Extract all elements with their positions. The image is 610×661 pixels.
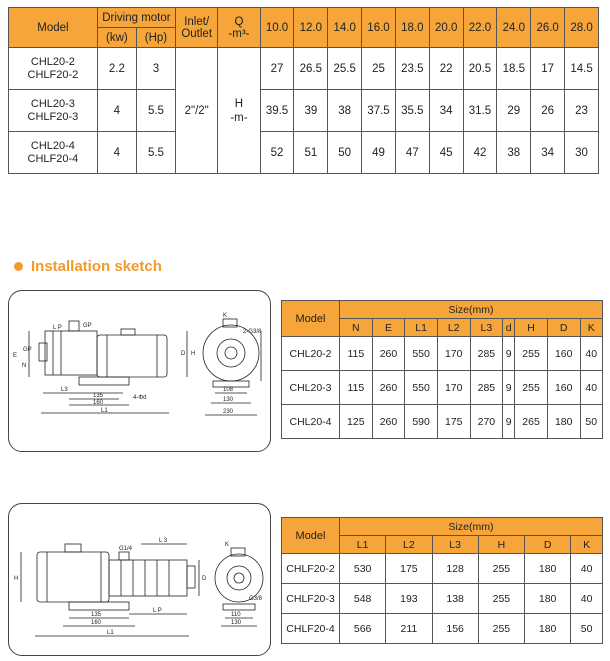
- size-table-chl: [281, 300, 603, 439]
- head-value: 25: [362, 48, 396, 90]
- model-cell: [9, 90, 98, 132]
- size-value: 138: [432, 584, 478, 614]
- head-value: 35.5: [395, 90, 429, 132]
- head-value: 39: [294, 90, 328, 132]
- end-view-outer: [215, 554, 263, 602]
- head-value: 42: [463, 132, 497, 174]
- label-gp-left: GP: [23, 347, 32, 353]
- size-value: 255: [478, 614, 524, 644]
- size-value: 180: [525, 614, 571, 644]
- head-value: 49: [362, 132, 396, 174]
- size-value: 260: [372, 405, 405, 439]
- hp-cell: 3: [136, 48, 175, 90]
- inlet-outlet-line2: Outlet: [181, 27, 213, 40]
- size-value: 255: [478, 584, 524, 614]
- head-value: 17: [531, 48, 565, 90]
- size-value: 255: [515, 337, 548, 371]
- size-value: 115: [340, 337, 373, 371]
- label-230: 230: [223, 409, 234, 415]
- label-g38: G3/8: [249, 596, 263, 602]
- pump-base: [69, 602, 129, 610]
- model-name: CHL20-4: [30, 139, 75, 152]
- head-value: 26.5: [294, 48, 328, 90]
- h-unit: -m-: [230, 111, 248, 124]
- size-value: 265: [515, 405, 548, 439]
- size-value: 160: [547, 371, 580, 405]
- h-cell: [218, 48, 260, 174]
- label-130: 130: [231, 620, 242, 626]
- inlet-outlet-line1: Inlet/: [184, 15, 210, 28]
- size-value: 40: [571, 584, 603, 614]
- column-header: D: [525, 536, 571, 554]
- model-name: CHL20-3: [30, 97, 75, 110]
- column-header: L3: [470, 319, 503, 337]
- label-g14: G1/4: [119, 546, 133, 552]
- terminal-box: [121, 329, 135, 335]
- model-name: CHLF20-3: [27, 110, 79, 123]
- label-k: K: [223, 313, 228, 319]
- size-value: 50: [571, 614, 603, 644]
- model-cell: [9, 132, 98, 174]
- hp-cell: 5.5: [136, 90, 175, 132]
- label-160: 160: [93, 400, 104, 406]
- head-value: 47: [395, 132, 429, 174]
- label-lp: L P: [53, 325, 62, 331]
- inlet-flange: [39, 343, 47, 361]
- size-value: 285: [470, 371, 503, 405]
- head-value: 34: [531, 132, 565, 174]
- column-header: D: [547, 319, 580, 337]
- column-header: L2: [437, 319, 470, 337]
- head-value: 38: [328, 90, 362, 132]
- model-cell: CHLF20-4: [282, 614, 340, 644]
- model-name: CHLF20-2: [27, 68, 79, 81]
- hp-cell: 5.5: [136, 132, 175, 174]
- flow-header: 26.0: [531, 8, 565, 48]
- head-value: 27: [260, 48, 294, 90]
- head-value: 38: [497, 132, 531, 174]
- label-lp: L P: [153, 608, 162, 614]
- q-header: [218, 8, 260, 48]
- label-d: D: [181, 351, 186, 357]
- size-value: 175: [437, 405, 470, 439]
- size-value: 40: [571, 554, 603, 584]
- label-l3: L3: [61, 387, 68, 393]
- model-cell: CHLF20-3: [282, 584, 340, 614]
- outlet-flange: [69, 321, 79, 331]
- q-unit: -m³-: [228, 27, 250, 40]
- h-label: H: [234, 97, 244, 110]
- label-l1: L1: [101, 408, 108, 414]
- flow-header: 28.0: [565, 8, 599, 48]
- model-header: Model: [282, 518, 340, 554]
- model-header: Model: [9, 8, 98, 48]
- inlet-outlet-header: [176, 8, 218, 48]
- table-row: [282, 614, 603, 644]
- table-row: [282, 337, 603, 371]
- terminal-box: [65, 544, 81, 552]
- section-title-text: Installation sketch: [31, 258, 162, 275]
- size-value: 270: [470, 405, 503, 439]
- size-value: 193: [386, 584, 432, 614]
- model-cell: [9, 48, 98, 90]
- driving-motor-header: Driving motor: [97, 8, 175, 28]
- motor-body: [37, 552, 109, 602]
- table-row: [282, 371, 603, 405]
- head-value: 50: [328, 132, 362, 174]
- model-cell: CHL20-2: [282, 337, 340, 371]
- size-value: 170: [437, 337, 470, 371]
- size-value: 9: [503, 371, 515, 405]
- model-name: CHL20-2: [30, 55, 75, 68]
- flow-header: 10.0: [260, 8, 294, 48]
- size-value: 128: [432, 554, 478, 584]
- label-k: K: [225, 542, 230, 548]
- column-header: E: [372, 319, 405, 337]
- head-value: 18.5: [497, 48, 531, 90]
- label-160: 160: [91, 620, 102, 626]
- end-view-inner: [217, 339, 245, 367]
- head-value: 23.5: [395, 48, 429, 90]
- column-header: K: [571, 536, 603, 554]
- column-header: L1: [340, 536, 386, 554]
- pump-base: [79, 377, 129, 385]
- label-holes: 4-Φd: [133, 395, 147, 401]
- inlet-value: 2"/2": [176, 48, 218, 174]
- kw-header: (kw): [97, 28, 136, 48]
- size-value: 180: [525, 554, 571, 584]
- installation-sketch-chlf: [8, 503, 271, 656]
- size-value: 40: [580, 371, 602, 405]
- size-header: Size(mm): [340, 301, 603, 319]
- column-header: H: [515, 319, 548, 337]
- size-value: 115: [340, 371, 373, 405]
- head-value: 23: [565, 90, 599, 132]
- size-value: 566: [340, 614, 386, 644]
- flow-header: 24.0: [497, 8, 531, 48]
- column-header: L2: [386, 536, 432, 554]
- table-row: [282, 554, 603, 584]
- size-value: 175: [386, 554, 432, 584]
- column-header: L1: [405, 319, 438, 337]
- label-135: 135: [93, 393, 104, 399]
- head-value: 34: [429, 90, 463, 132]
- head-value: 22: [429, 48, 463, 90]
- head-value: 51: [294, 132, 328, 174]
- head-value: 31.5: [463, 90, 497, 132]
- label-gp-top: GP: [83, 323, 92, 329]
- size-value: 156: [432, 614, 478, 644]
- size-value: 550: [405, 371, 438, 405]
- size-value: 260: [372, 371, 405, 405]
- model-cell: CHLF20-2: [282, 554, 340, 584]
- model-header: Model: [282, 301, 340, 337]
- size-value: 211: [386, 614, 432, 644]
- end-view-inner: [227, 566, 251, 590]
- label-h: H: [191, 351, 196, 357]
- head-value: 45: [429, 132, 463, 174]
- label-135: 135: [91, 612, 102, 618]
- flow-header: 12.0: [294, 8, 328, 48]
- performance-table: [8, 7, 599, 174]
- size-value: 40: [580, 337, 602, 371]
- kw-cell: 4: [97, 132, 136, 174]
- size-value: 285: [470, 337, 503, 371]
- head-value: 39.5: [260, 90, 294, 132]
- size-value: 255: [515, 371, 548, 405]
- column-header: N: [340, 319, 373, 337]
- section-title: [14, 258, 162, 275]
- size-value: 548: [340, 584, 386, 614]
- model-name: CHLF20-4: [27, 152, 79, 165]
- label-l1: L1: [107, 630, 114, 636]
- size-value: 9: [503, 405, 515, 439]
- head-value: 37.5: [362, 90, 396, 132]
- head-value: 29: [497, 90, 531, 132]
- label-e: E: [13, 353, 18, 359]
- label-tap: 2-G3/8: [243, 329, 262, 335]
- label-n: N: [22, 363, 27, 369]
- column-header: L3: [432, 536, 478, 554]
- label-d: D: [202, 576, 207, 582]
- column-header: H: [478, 536, 524, 554]
- size-value: 550: [405, 337, 438, 371]
- pump-drawing-chl: [9, 291, 272, 453]
- size-value: 160: [547, 337, 580, 371]
- kw-cell: 2.2: [97, 48, 136, 90]
- table-row: [282, 405, 603, 439]
- model-cell: CHL20-4: [282, 405, 340, 439]
- installation-sketch-chl: [8, 290, 271, 452]
- size-table-chlf: [281, 517, 603, 644]
- column-header: K: [580, 319, 602, 337]
- flow-header: 16.0: [362, 8, 396, 48]
- size-value: 180: [547, 405, 580, 439]
- size-value: 125: [340, 405, 373, 439]
- motor-body: [97, 335, 167, 377]
- flow-header: 18.0: [395, 8, 429, 48]
- head-value: 26: [531, 90, 565, 132]
- label-h: H: [14, 576, 19, 582]
- size-value: 50: [580, 405, 602, 439]
- size-header: Size(mm): [340, 518, 603, 536]
- q-label: Q: [234, 15, 244, 28]
- head-value: 20.5: [463, 48, 497, 90]
- size-value: 530: [340, 554, 386, 584]
- head-value: 52: [260, 132, 294, 174]
- hp-header: (Hp): [136, 28, 175, 48]
- flow-header: 22.0: [463, 8, 497, 48]
- label-l3: L 3: [159, 538, 168, 544]
- flow-header: 14.0: [328, 8, 362, 48]
- size-value: 255: [478, 554, 524, 584]
- flow-header: 20.0: [429, 8, 463, 48]
- label-108: 108: [223, 387, 234, 393]
- model-cell: CHL20-3: [282, 371, 340, 405]
- size-value: 9: [503, 337, 515, 371]
- label-110: 110: [231, 612, 241, 618]
- head-value: 30: [565, 132, 599, 174]
- column-header: d: [503, 319, 515, 337]
- head-value: 25.5: [328, 48, 362, 90]
- pump-drawing-chlf: [9, 504, 272, 657]
- size-value: 170: [437, 371, 470, 405]
- size-value: 180: [525, 584, 571, 614]
- size-value: 260: [372, 337, 405, 371]
- table-row: [282, 584, 603, 614]
- head-value: 14.5: [565, 48, 599, 90]
- bullet-icon: [14, 262, 23, 271]
- label-130: 130: [223, 397, 234, 403]
- size-value: 590: [405, 405, 438, 439]
- kw-cell: 4: [97, 90, 136, 132]
